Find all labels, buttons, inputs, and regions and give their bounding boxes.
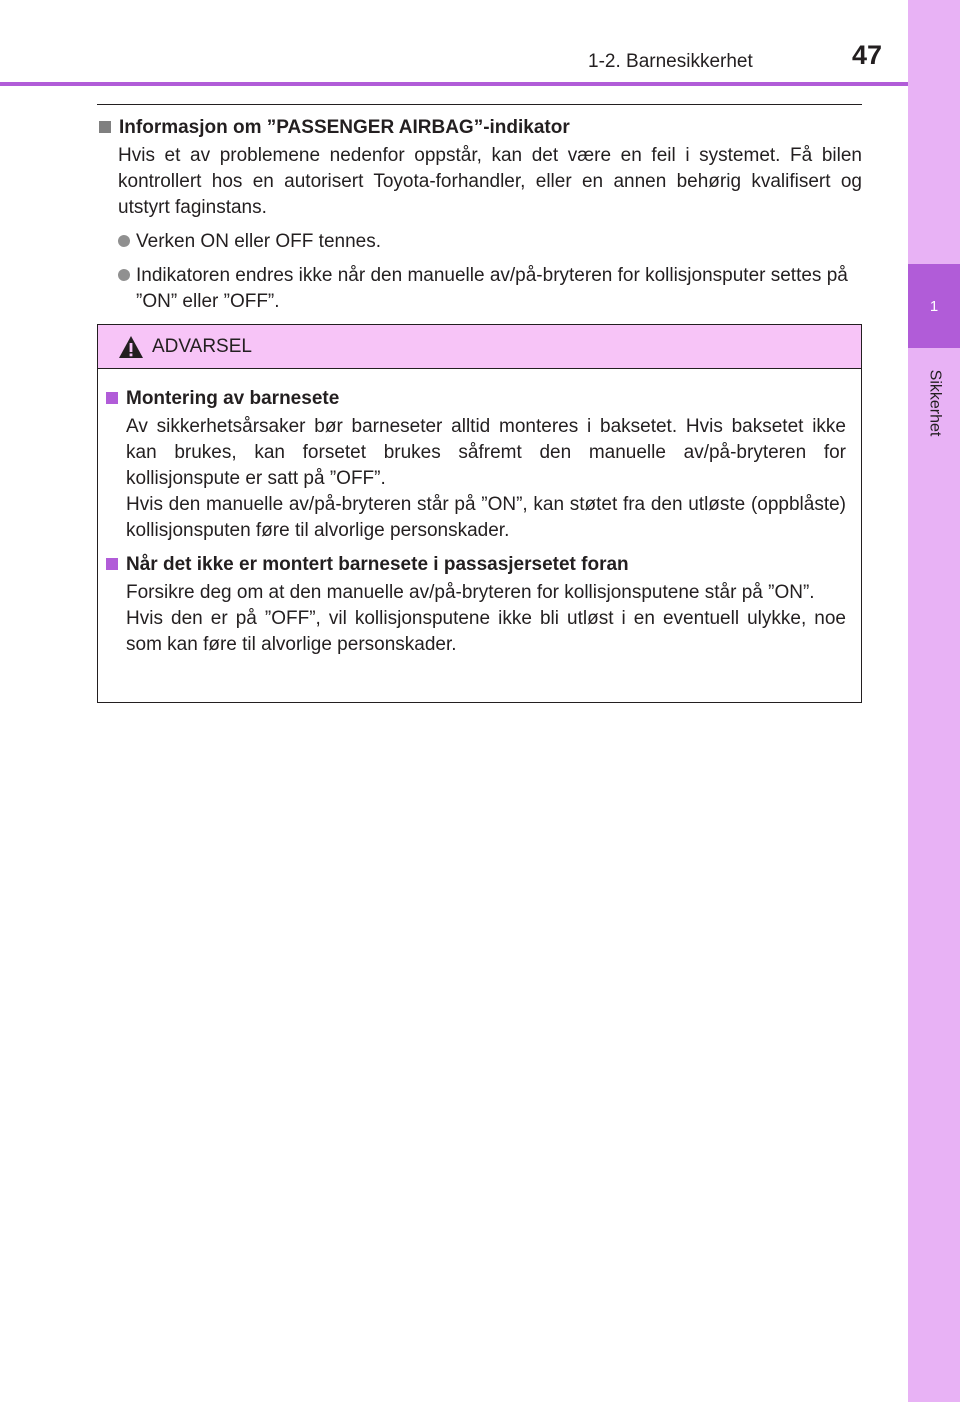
list-item <box>118 229 862 255</box>
info-section <box>97 115 862 315</box>
circle-bullet-icon <box>118 235 130 247</box>
list-item-text: Verken ON eller OFF tennes. <box>136 231 381 252</box>
warning-paragraph: Hvis den er på ”OFF”, vil kollisjonsputene ikke bli utløst i en eventuell ulykke, noe som kan føre til alvorlige personskader. <box>126 608 846 655</box>
warning-heading-row <box>106 552 846 578</box>
chapter-number: 1 <box>929 297 939 315</box>
warning-paragraph: Forsikre deg om at den manuelle av/på-bryteren for kollisjonsputene står på ”ON”. <box>126 582 815 603</box>
side-tab-strip <box>908 0 960 1402</box>
warning-heading-row <box>106 386 846 412</box>
square-bullet-icon <box>106 392 118 404</box>
square-bullet-icon <box>99 121 111 133</box>
chapter-label-box <box>908 348 960 458</box>
warning-heading: Når det ikke er montert barnesete i passasjersetet foran <box>126 554 629 575</box>
info-intro: Hvis et av problemene nedenfor oppstår, kan det være en feil i systemet. Få bilen kontrollert hos en autorisert Toyota-forhandler, eller en annen behørig kvalifisert og utstyrt faginstans. <box>118 145 862 218</box>
warning-paragraph: Hvis den manuelle av/på-bryteren står på ”ON”, kan støtet fra den utløste (oppblåste) kollisjonsputen føre til alvorlige personskader. <box>126 494 846 541</box>
list-item-text: Indikatoren endres ikke når den manuelle av/på-bryteren for kollisjonsputer settes på ”ON” eller ”OFF”. <box>136 265 848 312</box>
warning-section <box>106 552 846 658</box>
content-rule <box>97 104 862 105</box>
warning-title: ADVARSEL <box>152 335 252 357</box>
circle-bullet-icon <box>118 269 130 281</box>
chapter-tab[interactable] <box>908 264 960 348</box>
warning-triangle-icon <box>118 335 144 359</box>
header-divider <box>0 82 908 86</box>
warning-heading: Montering av barnesete <box>126 388 340 409</box>
warning-section <box>106 386 846 544</box>
warning-box <box>97 324 862 703</box>
page-number: 47 <box>852 40 883 70</box>
warning-paragraph: Av sikkerhetsårsaker bør barneseter alltid monteres i baksetet. Hvis baksetet ikke kan brukes, kan forsetet brukes såfremt den manuelle av/på-bryteren for kollisjonspute er satt på ”OFF”. <box>126 416 846 489</box>
info-heading: Informasjon om ”PASSENGER AIRBAG”-indikator <box>119 117 570 138</box>
square-bullet-icon <box>106 558 118 570</box>
warning-header <box>98 325 861 369</box>
chapter-label: Sikkerhet <box>926 369 944 437</box>
list-item <box>118 263 862 315</box>
warning-body <box>98 369 861 658</box>
section-title: 1-2. Barnesikkerhet <box>588 51 753 72</box>
info-heading-row <box>97 115 862 141</box>
